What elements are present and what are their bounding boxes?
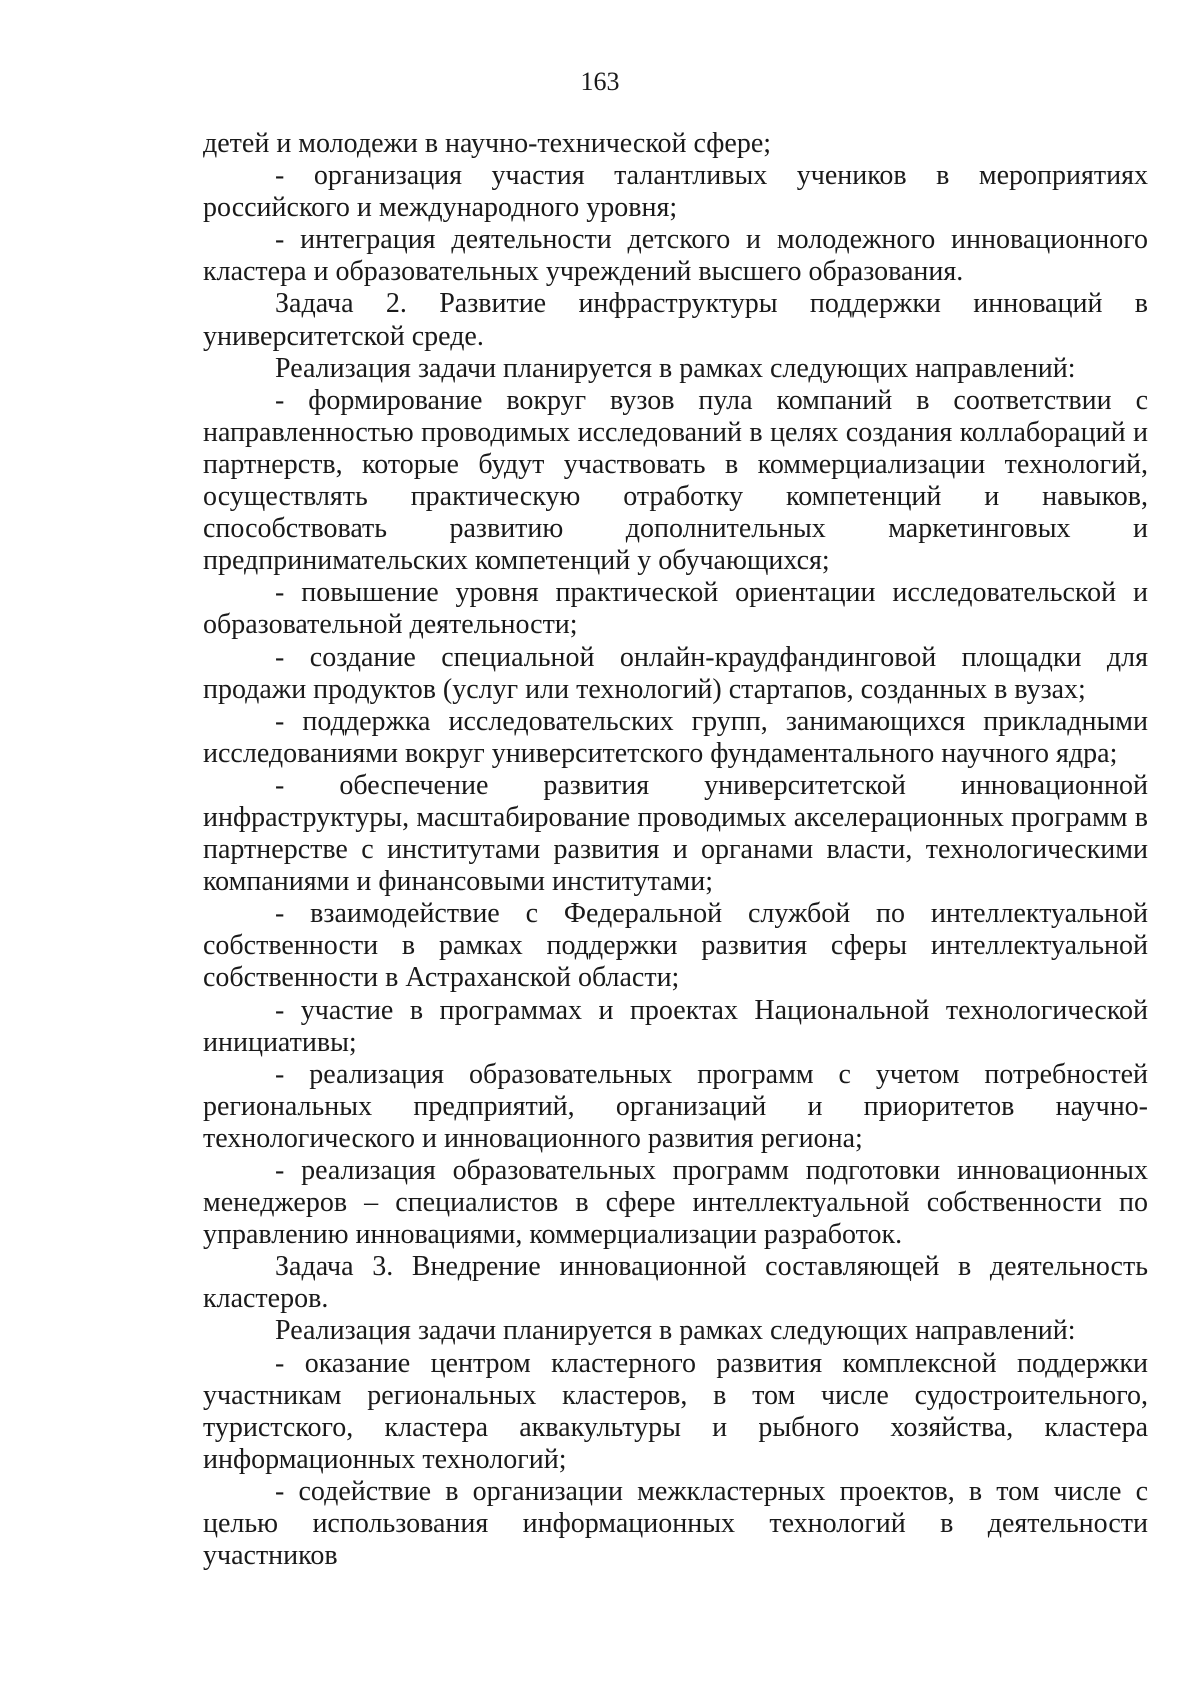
paragraph: Реализация задачи планируется в рамках следующих направлений: <box>275 1315 1076 1347</box>
list-item: - формирование вокруг вузов пула компаний в соответствии с направленностью проводимых исследований в целях создания коллабораций и партнерств, которые будут участвовать в коммерциализации технологий, осуществлять практическую отработку компетенций и навыков, способствовать развитию дополнительных маркетинговых и предпринимательских компетенций у обучающихся; <box>203 384 1148 577</box>
list-item: - взаимодействие с Федеральной службой по интеллектуальной собственности в рамках поддержки развития сферы интеллектуальной собственности в Астраханской области; <box>203 898 1148 994</box>
list-item: - участие в программах и проектах Национальной технологической инициативы; <box>203 994 1148 1058</box>
list-item: - поддержка исследовательских групп, занимающихся прикладными исследованиями вокруг университетского фундаментального научного ядра; <box>203 705 1148 769</box>
list-item: - реализация образовательных программ с учетом потребностей региональных предприятий, организаций и приоритетов научно-технологического и инновационного развития региона; <box>203 1058 1148 1154</box>
task-heading: Задача 3. Внедрение инновационной составляющей в деятельность кластеров. <box>203 1251 1148 1315</box>
list-item: - обеспечение развития университетской инновационной инфраструктуры, масштабирование проводимых акселерационных программ в партнерстве с институтами развития и органами власти, технологическими компаниями и финансовыми институтами; <box>203 769 1148 898</box>
document-body <box>203 128 1148 1572</box>
paragraph: детей и молодежи в научно-технической сфере; <box>203 128 772 159</box>
page-number: 163 <box>580 67 620 96</box>
list-item: - оказание центром кластерного развития комплексной поддержки участникам региональных кластеров, в том числе судостроительного, туристского, кластера аквакультуры и рыбного хозяйства, кластера информационных технологий; <box>203 1347 1148 1475</box>
task-heading: Задача 2. Развитие инфраструктуры поддержки инноваций в университетской среде. <box>203 288 1148 352</box>
list-item: - реализация образовательных программ подготовки инновационных менеджеров – специалистов в сфере интеллектуальной собственности по управлению инновациями, коммерциализации разработок. <box>203 1155 1148 1251</box>
list-item: - содействие в организации межкластерных проектов, в том числе с целью использования информационных технологий в деятельности участников <box>203 1475 1148 1572</box>
paragraph: Реализация задачи планируется в рамках следующих направлений: <box>275 352 1076 384</box>
list-item: - создание специальной онлайн-краудфандинговой площадки для продажи продуктов (услуг или технологий) стартапов, созданных в вузах; <box>203 641 1148 705</box>
list-item: - интеграция деятельности детского и молодежного инновационного кластера и образовательных учреждений высшего образования. <box>203 224 1148 288</box>
list-item: - организация участия талантливых учеников в мероприятиях российского и международного уровня; <box>203 160 1148 224</box>
list-item: - повышение уровня практической ориентации исследовательской и образовательной деятельности; <box>203 577 1148 641</box>
